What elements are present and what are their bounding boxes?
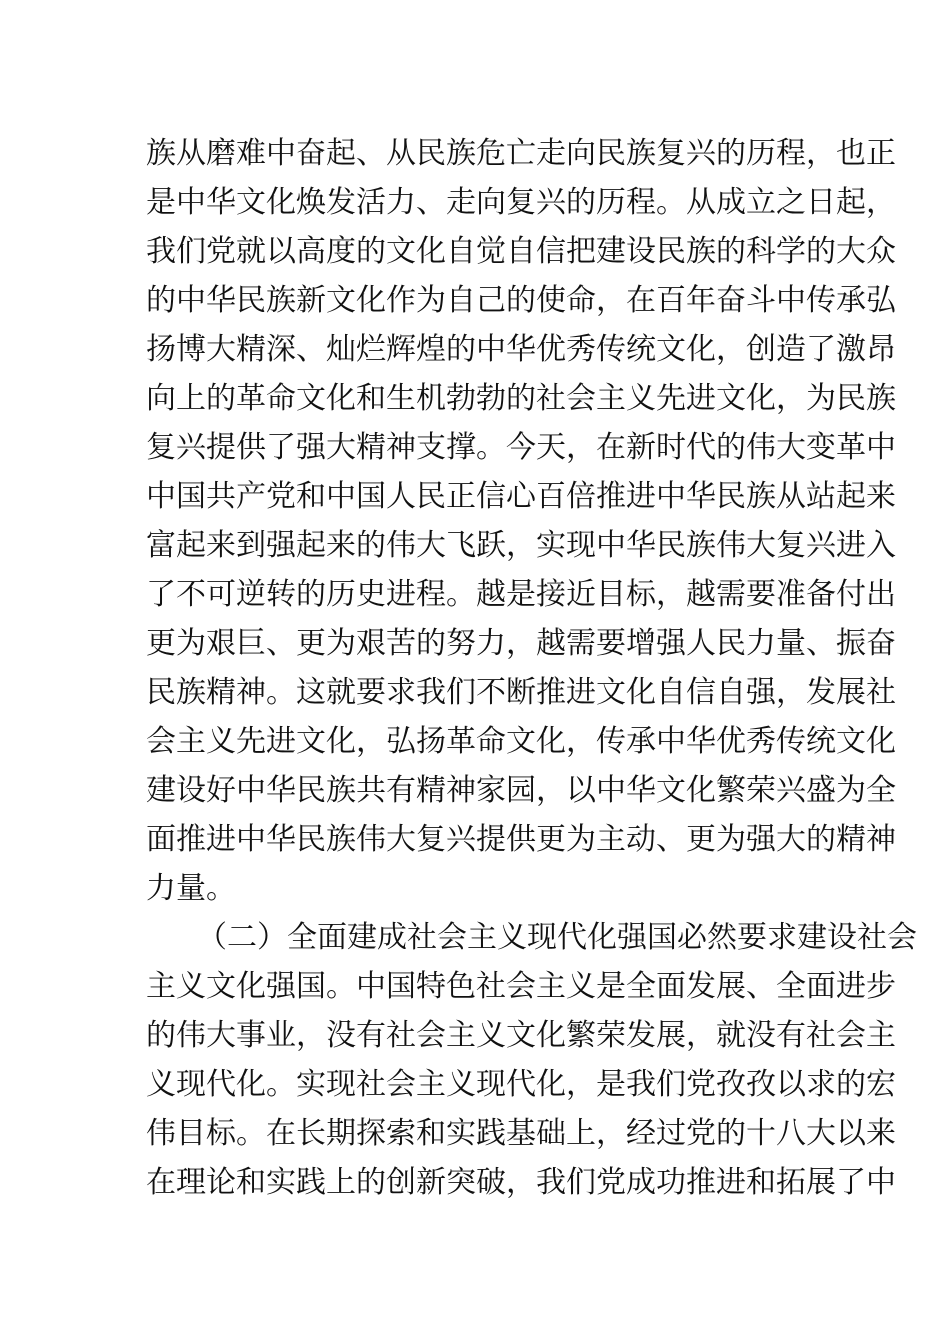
text-line-11: 更为艰巨、更为艰苦的努力，越需要增强人民力量、振奋: [146, 626, 896, 661]
text-line-19: 的伟大事业，没有社会主义文化繁荣发展，就没有社会主: [146, 1018, 896, 1053]
text-line-8: 中国共产党和中国人民正信心百倍推进中华民族从站起来: [146, 479, 896, 514]
text-line-13: 会主义先进文化，弘扬革命文化，传承中华优秀传统文化: [146, 724, 896, 759]
text-line-4: 的中华民族新文化作为自己的使命，在百年奋斗中传承弘: [146, 283, 896, 318]
text-line-18: 主义文化强国。中国特色社会主义是全面发展、全面进步: [146, 969, 896, 1004]
text-line-20: 义现代化。实现社会主义现代化，是我们党孜孜以求的宏: [146, 1067, 896, 1102]
text-line-3: 我们党就以高度的文化自觉自信把建设民族的科学的大众: [146, 234, 896, 269]
text-line-9: 富起来到强起来的伟大飞跃，实现中华民族伟大复兴进入: [146, 528, 896, 563]
text-line-22: 在理论和实践上的创新突破，我们党成功推进和拓展了中: [146, 1165, 896, 1200]
text-line-16: 力量。: [146, 871, 236, 906]
text-line-5: 扬博大精深、灿烂辉煌的中华优秀传统文化，创造了激昂: [146, 332, 896, 367]
text-line-6: 向上的革命文化和生机勃勃的社会主义先进文化，为民族: [146, 381, 896, 416]
text-line-7: 复兴提供了强大精神支撑。今天，在新时代的伟大变革中: [146, 430, 896, 465]
text-line-1: 族从磨难中奋起、从民族危亡走向民族复兴的历程，也正: [146, 136, 896, 171]
text-line-21: 伟目标。在长期探索和实践基础上，经过党的十八大以来: [146, 1116, 896, 1151]
text-line-12: 民族精神。这就要求我们不断推进文化自信自强，发展社: [146, 675, 896, 710]
text-line-15: 面推进中华民族伟大复兴提供更为主动、更为强大的精神: [146, 822, 896, 857]
text-line-14: 建设好中华民族共有精神家园，以中华文化繁荣兴盛为全: [146, 773, 896, 808]
text-line-10: 了不可逆转的历史进程。越是接近目标，越需要准备付出: [146, 577, 896, 612]
body-text: [146, 129, 917, 1207]
text-line-2: 是中华文化焕发活力、走向复兴的历程。从成立之日起，: [146, 185, 896, 220]
section-heading-line: （二）全面建成社会主义现代化强国必然要求建设社会: [197, 920, 917, 955]
